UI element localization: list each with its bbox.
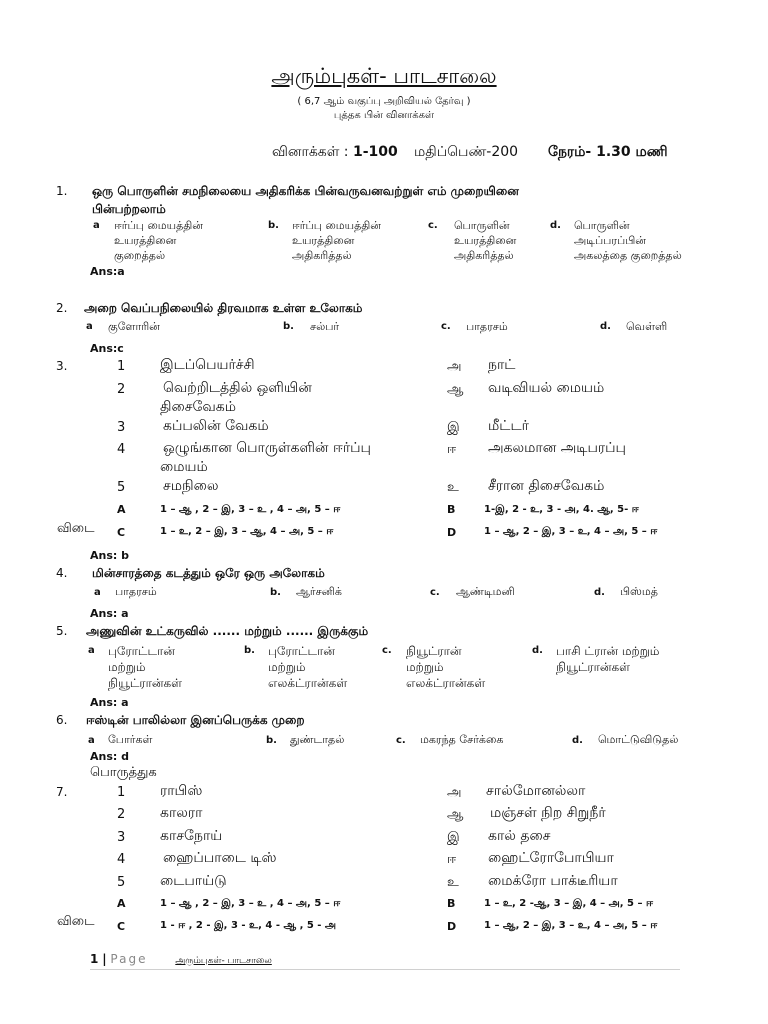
q6-option-b[interactable]: துண்டாதல் — [290, 733, 345, 746]
q3-row-number: 4 — [117, 442, 126, 457]
q7-row-right: மைக்ரோ பாக்டீரியா — [488, 873, 618, 889]
q6-text: ஈஸ்டின் பாலில்லா இனப்பெருக்க முறை — [86, 713, 305, 727]
q1-option-a-letter: a — [93, 220, 100, 231]
q3-row-left: கப்பலின் வேகம் — [163, 418, 269, 434]
q1-text: ஒரு பொருளின் சமநிலையை அதிகரிக்க பின்வருவனவற்றுள் எம் முறையினை — [92, 184, 519, 198]
q3-row-left-cont: மையம் — [160, 459, 208, 475]
q3-choice-letter: C — [117, 526, 126, 539]
q7-row-right: கால் தசை — [488, 828, 551, 844]
q7-choice-b[interactable]: 1 – உ, 2 -ஆ, 3 – இ, 4 – அ, 5 – ஈ — [484, 898, 654, 909]
q3-row-number: 1 — [117, 359, 126, 374]
option-line: பொருளின் — [574, 219, 630, 232]
option-line: மற்றும் — [406, 660, 444, 674]
q2-option-b-letter: b. — [283, 321, 294, 332]
option-line: நியூட்ரான்கள் — [556, 660, 630, 674]
exam-subtitle: ( 6,7 ஆம் வகுப்பு அறிவியல் தேர்வு ) — [297, 96, 471, 107]
q7-choice-letter: D — [447, 920, 457, 933]
q7-choice-letter: C — [117, 920, 126, 933]
q1-option-b-letter: b. — [268, 220, 279, 231]
q6-option-a-letter: a — [88, 735, 95, 746]
q3-vidai-label: விடை — [57, 521, 95, 536]
q3-row-left: ஒழுங்கான பொருள்களின் ஈர்ப்பு — [163, 440, 371, 456]
time-label: நேரம்- 1.30 மணி — [548, 144, 668, 160]
q2-option-d-letter: d. — [600, 321, 611, 332]
q7-number: 7. — [56, 785, 68, 799]
page-title: அரும்புகள்- பாடசாலை — [271, 64, 497, 88]
q3-row-right: நாட் — [488, 357, 516, 373]
questions-info — [272, 144, 398, 162]
q1-text-cont: பின்பற்றலாம் — [92, 202, 166, 216]
q3-row-right: மீட்டர் — [488, 418, 529, 434]
q7-row-number: 5 — [117, 875, 126, 890]
q3-row-right: அகலமான அடிபரப்பு — [488, 440, 626, 456]
q1-option-a[interactable] — [114, 218, 203, 263]
q7-row-mark: அ — [447, 785, 462, 800]
option-line: உயரத்தினை — [292, 234, 355, 247]
q5-option-a-letter: a — [88, 645, 95, 656]
q1-option-d[interactable] — [574, 218, 682, 263]
q7-choice-d[interactable]: 1 – ஆ, 2 – இ, 3 – உ, 4 – அ, 5 – ஈ — [484, 920, 658, 931]
q7-vidai-label: விடை — [57, 914, 95, 929]
q7-row-left: காலரா — [160, 805, 203, 821]
q3-number: 3. — [56, 359, 68, 373]
q3-row-left: சமநிலை — [163, 478, 219, 494]
q4-number: 4. — [56, 566, 68, 580]
q7-choice-a[interactable]: 1 – ஆ , 2 – இ, 3 – உ , 4 – அ, 5 – ஈ — [160, 898, 341, 909]
q3-choice-c[interactable]: 1 – உ, 2 – இ, 3 – ஆ, 4 – அ, 5 – ஈ — [160, 526, 334, 537]
q3-row-mark: அ — [447, 359, 462, 374]
q4-text: மின்சாரத்தை கடத்தும் ஒரே ஒரு அலோகம் — [92, 566, 325, 580]
q7-choice-letter: A — [117, 897, 126, 910]
q1-option-b[interactable] — [292, 218, 381, 263]
option-line: நியூட்ரான் — [406, 644, 462, 658]
q1-option-c-letter: c. — [428, 220, 438, 231]
page-number: 1 — [90, 952, 99, 966]
q6-option-b-letter: b. — [266, 735, 277, 746]
q3-row-right: வடிவியல் மையம் — [488, 380, 605, 396]
q5-option-b[interactable] — [268, 643, 347, 691]
option-line: எலக்ட்ரான்கள் — [406, 676, 486, 690]
q7-choice-c[interactable]: 1 - ஈ , 2 - இ, 3 - உ, 4 - ஆ , 5 - அ — [160, 920, 337, 931]
q5-answer: Ans: a — [90, 696, 129, 709]
q6-option-d[interactable]: மொட்டுவிடுதல் — [598, 733, 679, 746]
marks-label: மதிப்பெண்-200 — [414, 144, 519, 160]
q7-row-left: டைபாய்டு — [160, 873, 227, 889]
q1-option-d-letter: d. — [550, 220, 561, 231]
q3-row-left-cont: திசைவேகம் — [160, 399, 237, 415]
q3-answer: Ans: b — [90, 549, 129, 562]
page-word: Page — [110, 952, 148, 966]
footer-divider — [90, 969, 680, 970]
option-line: அதிகரித்தல் — [454, 249, 514, 262]
q2-option-d[interactable]: வெள்ளி — [626, 320, 668, 333]
questions-value: 1-100 — [352, 144, 398, 160]
q3-row-mark: ஆ — [447, 382, 464, 397]
option-line: பாசி ட்ரான் மற்றும் — [556, 644, 660, 658]
q3-row-number: 3 — [117, 420, 126, 435]
option-line: உயரத்தினை — [454, 234, 517, 247]
q6-number: 6. — [56, 713, 68, 727]
q3-row-mark: உ — [447, 480, 459, 495]
q7-row-mark: இ — [447, 830, 460, 845]
option-line: அகலத்தை குறைத்தல் — [574, 249, 682, 262]
q1-answer: Ans:a — [90, 265, 125, 278]
q6-answer: Ans: d — [90, 750, 129, 763]
q7-row-mark: ஆ — [447, 807, 464, 822]
option-line: நியூட்ரான்கள் — [108, 676, 182, 690]
q3-row-number: 2 — [117, 382, 126, 397]
q7-row-right: சால்மோனல்லா — [486, 783, 586, 799]
q7-choice-letter: B — [447, 897, 456, 910]
q7-row-right: மஞ்சள் நிற சிறுநீர் — [490, 805, 606, 821]
q6-option-a[interactable]: போர்கள் — [108, 733, 153, 746]
q3-choice-a[interactable]: 1 – ஆ , 2 – இ, 3 – உ , 4 – அ, 5 – ஈ — [160, 504, 341, 515]
footer-title: அரும்புகள்- பாடசாலை — [175, 956, 272, 966]
q7-row-mark: உ — [447, 875, 459, 890]
q5-number: 5. — [56, 624, 68, 638]
q7-row-right: ஹைட்ரோபோபியா — [488, 850, 614, 866]
q5-option-c[interactable] — [406, 643, 485, 691]
option-line: எலக்ட்ரான்கள் — [268, 676, 348, 690]
option-line: ஈர்ப்பு மையத்தின் — [114, 219, 203, 232]
q2-option-a-letter: a — [86, 321, 93, 332]
exam-subtitle-2: புத்தக பின் வினாக்கள் — [333, 110, 435, 121]
q5-option-c-letter: c. — [382, 645, 392, 656]
match-instruction: பொருத்துக — [90, 765, 157, 780]
q7-row-number: 2 — [117, 807, 126, 822]
option-line: ஈர்ப்பு மையத்தின் — [292, 219, 381, 232]
q4-option-c[interactable]: ஆண்டிமனி — [456, 585, 515, 598]
q5-option-b-letter: b. — [244, 645, 255, 656]
q6-option-d-letter: d. — [572, 735, 583, 746]
option-line: உயரத்தினை — [114, 234, 177, 247]
q5-option-d[interactable] — [556, 643, 659, 675]
q7-row-number: 1 — [117, 785, 126, 800]
option-line: அதிகரித்தல் — [292, 249, 352, 262]
q2-option-b[interactable]: சல்பர் — [310, 320, 340, 333]
option-line: மற்றும் — [268, 660, 306, 674]
questions-label: வினாக்கள் : — [272, 144, 349, 160]
q2-option-c[interactable]: பாதரசம் — [466, 320, 508, 333]
q3-choice-b[interactable]: 1-இ, 2 - உ, 3 - அ, 4. ஆ, 5- ஈ — [484, 504, 639, 515]
q2-number: 2. — [56, 301, 68, 315]
q5-option-a[interactable] — [108, 643, 182, 691]
q2-option-c-letter: c. — [441, 321, 451, 332]
q4-option-d-letter: d. — [594, 587, 605, 598]
q5-option-d-letter: d. — [532, 645, 543, 656]
q3-row-number: 5 — [117, 480, 126, 495]
option-line: மற்றும் — [108, 660, 146, 674]
q2-text: அறை வெப்பநிலையில் திரவமாக உள்ள உலோகம் — [84, 301, 363, 315]
option-line: புரோட்டான் — [108, 644, 175, 658]
q2-answer: Ans:c — [90, 342, 124, 355]
q7-row-left: ஹைப்பாடை டிஸ் — [163, 850, 277, 866]
q3-row-left: இடப்பெயர்ச்சி — [160, 357, 255, 373]
q3-row-mark: இ — [447, 420, 460, 435]
q7-row-number: 4 — [117, 852, 126, 867]
page-footer — [90, 952, 272, 967]
q4-option-a[interactable]: பாதரசம் — [115, 585, 157, 598]
q4-option-b-letter: b. — [270, 587, 281, 598]
q6-option-c[interactable]: மகரந்த சேர்க்கை — [420, 733, 504, 746]
q3-choice-letter: B — [447, 503, 456, 516]
q1-number: 1. — [56, 184, 68, 198]
q3-row-right: சீரான திசைவேகம் — [488, 478, 605, 494]
q4-answer: Ans: a — [90, 607, 129, 620]
q4-option-b[interactable]: ஆர்சனிக் — [296, 585, 342, 598]
q7-row-number: 3 — [117, 830, 126, 845]
q1-option-c[interactable] — [454, 218, 516, 263]
option-line: குறைத்தல் — [114, 249, 166, 262]
q3-row-mark: ஈ — [447, 442, 457, 457]
q5-text: அணுவின் உட்கருவில் ...... மற்றும் ...... இருக்கும் — [86, 624, 369, 638]
q3-choice-letter: D — [447, 526, 457, 539]
option-line: புரோட்டான் — [268, 644, 335, 658]
q7-row-left: ராபிஸ் — [160, 783, 203, 799]
q3-row-left: வெற்றிடத்தில் ஒளியின் — [163, 380, 312, 396]
q3-choice-d[interactable]: 1 – ஆ, 2 – இ, 3 – உ, 4 – அ, 5 – ஈ — [484, 526, 658, 537]
q2-option-a[interactable]: குளோரின் — [108, 320, 160, 333]
q3-choice-letter: A — [117, 503, 126, 516]
option-line: பொருளின் — [454, 219, 510, 232]
option-line: அடிப்பரப்பின் — [574, 234, 646, 247]
q6-option-c-letter: c. — [396, 735, 406, 746]
q4-option-a-letter: a — [94, 587, 101, 598]
q7-row-left: காசநோய் — [160, 828, 223, 844]
q4-option-d[interactable]: பிஸ்மத் — [620, 585, 658, 598]
footer-separator: | — [102, 952, 107, 966]
q7-row-mark: ஈ — [447, 852, 457, 867]
q4-option-c-letter: c. — [430, 587, 440, 598]
